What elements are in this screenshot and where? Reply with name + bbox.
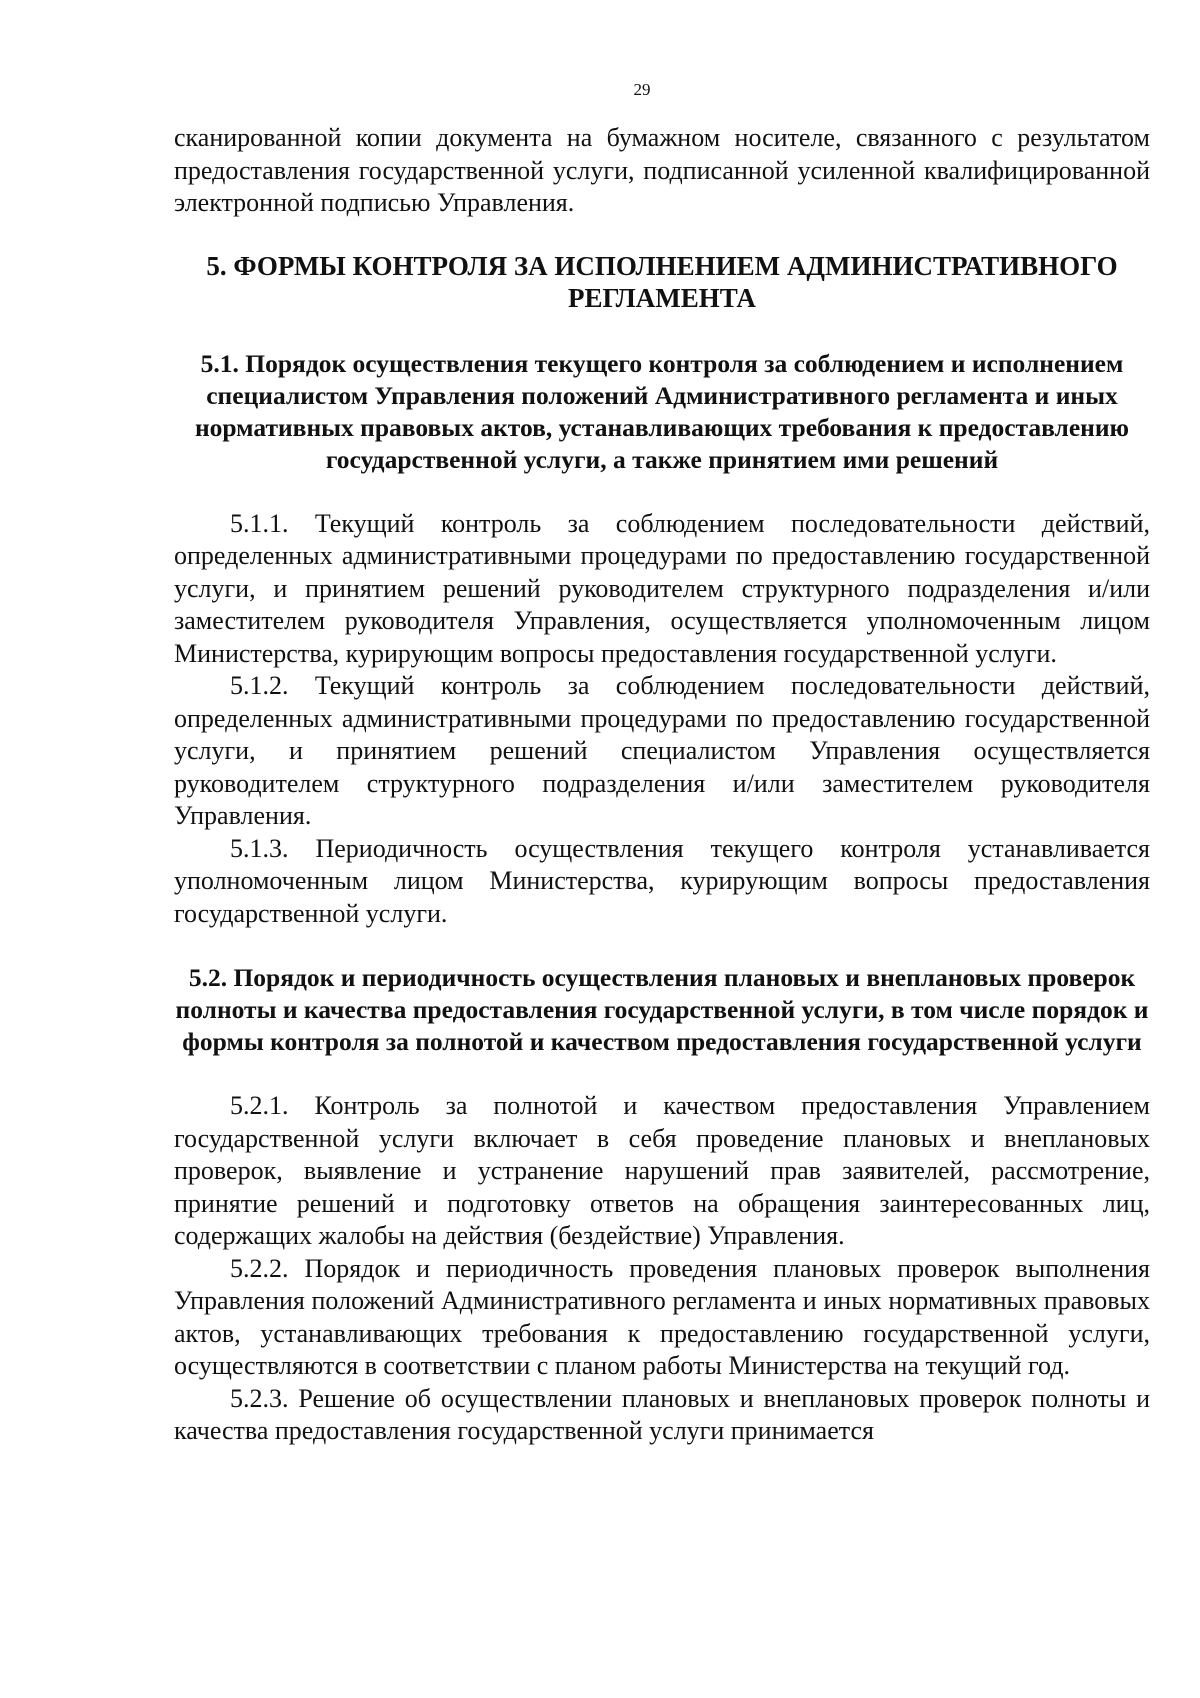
section-5-title: 5. ФОРМЫ КОНТРОЛЯ ЗА ИСПОЛНЕНИЕМ АДМИНИСТРАТИВНОГО РЕГЛАМЕНТА [206,250,1118,313]
section-5-1-title: 5.1. Порядок осуществления текущего контроля за соблюдением и исполнением специалистом Управления положений Административного регламента и иных нормативных правовых актов, устанавливающих требования к предоставлению государственной услуги, а также принятием ими решений [194,348,1130,474]
spacer [174,314,1150,348]
intro-paragraph: сканированной копии документа на бумажном носителе, связанного с результатом предоставления государственной услуги, подписанной усиленной квалифицированной электронной подписью Управления. [174,123,1150,217]
paragraph-5-2-2: 5.2.2. Порядок и периодичность проведения плановых проверок выполнения Управления положений Административного регламента и иных нормативных правовых актов, устанавливающих требования к предоставлению государственной услуги, осуществляются в соответствии с планом работы Министерства на текущий год. [174,1253,1150,1380]
paragraph-5-1-2: 5.1.2. Текущий контроль за соблюдением последовательности действий, определенных административными процедурами по предоставлению государственной услуги, и принятием решений специалистом Управления осуществляется руководителем структурного подразделения и/или заместителем руководителя Управления. [174,671,1150,830]
paragraph-5-1-1: 5.1.1. Текущий контроль за соблюдением последовательности действий, определенных административными процедурами по предоставлению государственной услуги, и принятием решений руководителем структурного подразделения и/или заместителем руководителя Управления, осуществляется уполномоченным лицом Министерства, курирующим вопросы предоставления государственной услуги. [174,508,1150,668]
spacer [174,220,1150,250]
spacer [174,1058,1150,1090]
document-body [174,122,1150,1448]
spacer [174,476,1150,508]
section-5-2-title: 5.2. Порядок и периодичность осуществления плановых и внеплановых проверок полноты и качества предоставления государственной услуги, в том числе порядок и формы контроля за полнотой и качеством предоставления государственной услуги [175,963,1149,1056]
page-number: 29 [633,80,651,99]
spacer [174,930,1150,962]
paragraph-5-2-1: 5.2.1. Контроль за полнотой и качеством предоставления Управлением государственной услуги включает в себя проведение плановых и внеплановых проверок, выявление и устранение нарушений прав заявителей, рассмотрение, принятие решений и подготовку ответов на обращения заинтересованных лиц, содержащих жалобы на действия (бездействие) Управления. [174,1091,1150,1250]
paragraph-5-2-3: 5.2.3. Решение об осуществлении плановых и внеплановых проверок полноты и качества предоставления государственной услуги принимается [174,1383,1150,1445]
paragraph-5-1-3: 5.1.3. Периодичность осуществления текущего контроля устанавливается уполномоченным лицом Министерства, курирующим вопросы предоставления государственной услуги. [174,833,1150,928]
